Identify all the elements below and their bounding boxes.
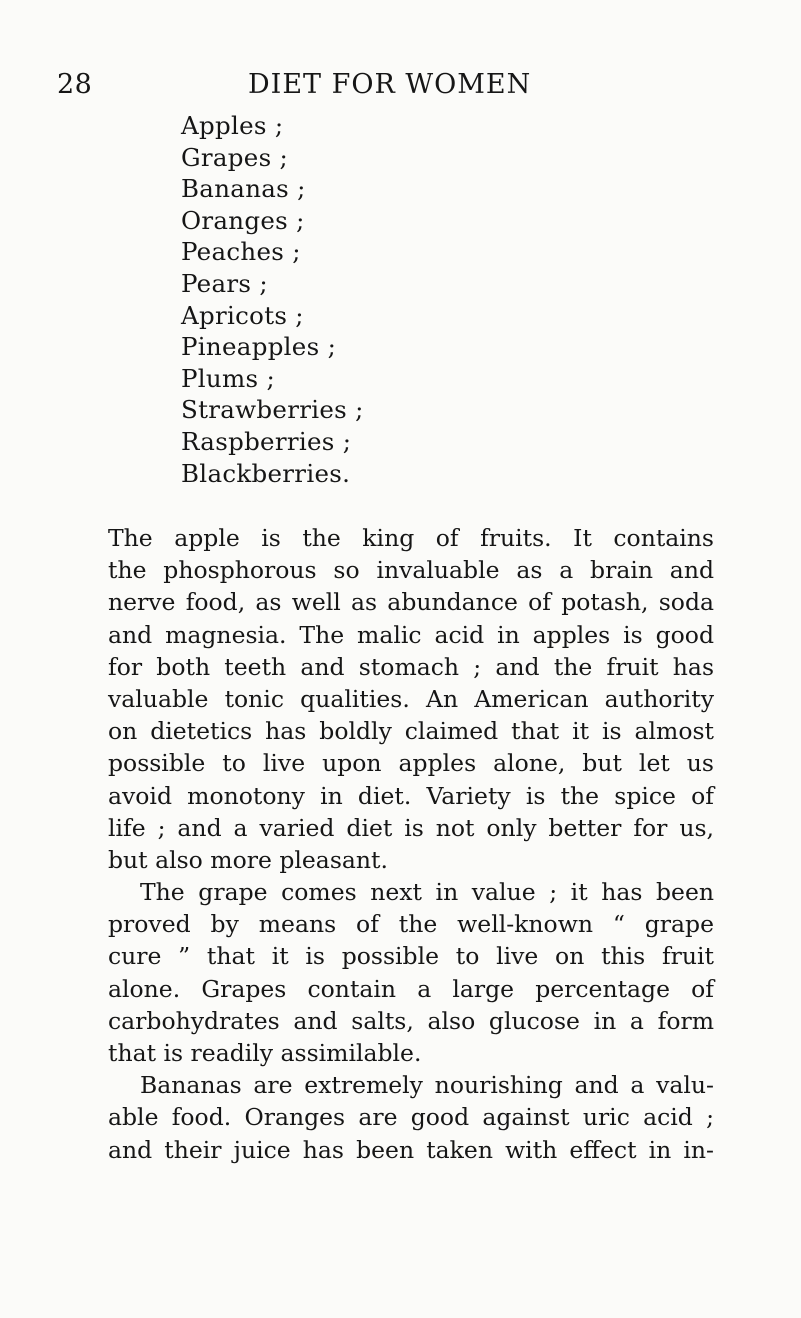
text-line: The apple is the king of fruits. It contains [108,524,714,552]
text-line: Bananas are extremely nourishing and a valu- [140,1071,714,1100]
list-item: Pears ; [181,268,268,298]
page-title: DIET FOR WOMEN [248,69,532,100]
page-number: 28 [57,69,93,100]
list-item: Pineapples ; [181,332,337,362]
text-line: possible to live upon apples alone, but let us [108,749,714,778]
text-line: proved by means of the well-known “ grape [108,910,714,939]
running-head [57,67,747,103]
text-line: and magnesia. The malic acid in apples is good [108,620,714,649]
text-line: and their juice has been taken with effect in in- [108,1135,714,1164]
list-item: Blackberries. [181,458,351,488]
list-item: Apples ; [181,111,284,140]
list-item: Grapes ; [181,142,289,172]
list-item: Plums ; [181,363,276,393]
text-line: on dietetics has boldly claimed that it is almost [108,717,714,746]
fruit-list [181,110,511,489]
list-item: Bananas ; [181,174,306,204]
body-text [108,522,714,1166]
text-line: the phosphorous so invaluable as a brain and [108,556,714,585]
text-line: that is readily assimilable. [108,1039,422,1067]
text-line: avoid monotony in diet. Variety is the spice of [108,781,714,810]
text-line: cure ” that it is possible to live on this fruit [108,942,714,971]
text-line: alone. Grapes contain a large percentage of [108,974,714,1003]
list-item: Strawberries ; [181,395,364,425]
text-line: carbohydrates and salts, also glucose in a form [108,1006,714,1035]
text-line: The grape comes next in value ; it has been [140,878,714,907]
list-item: Raspberries ; [181,426,352,456]
text-line: for both teeth and stomach ; and the fruit has [108,652,714,681]
text-line: but also more pleasant. [108,845,388,874]
list-item: Apricots ; [181,300,304,330]
text-line: nerve food, as well as abundance of potash, soda [108,588,714,617]
list-item: Oranges ; [181,205,305,235]
text-line: valuable tonic qualities. An American authority [108,684,714,713]
text-line: able food. Oranges are good against uric acid ; [108,1103,714,1132]
text-line: life ; and a varied diet is not only better for us, [108,813,714,842]
list-item: Peaches ; [181,237,301,267]
